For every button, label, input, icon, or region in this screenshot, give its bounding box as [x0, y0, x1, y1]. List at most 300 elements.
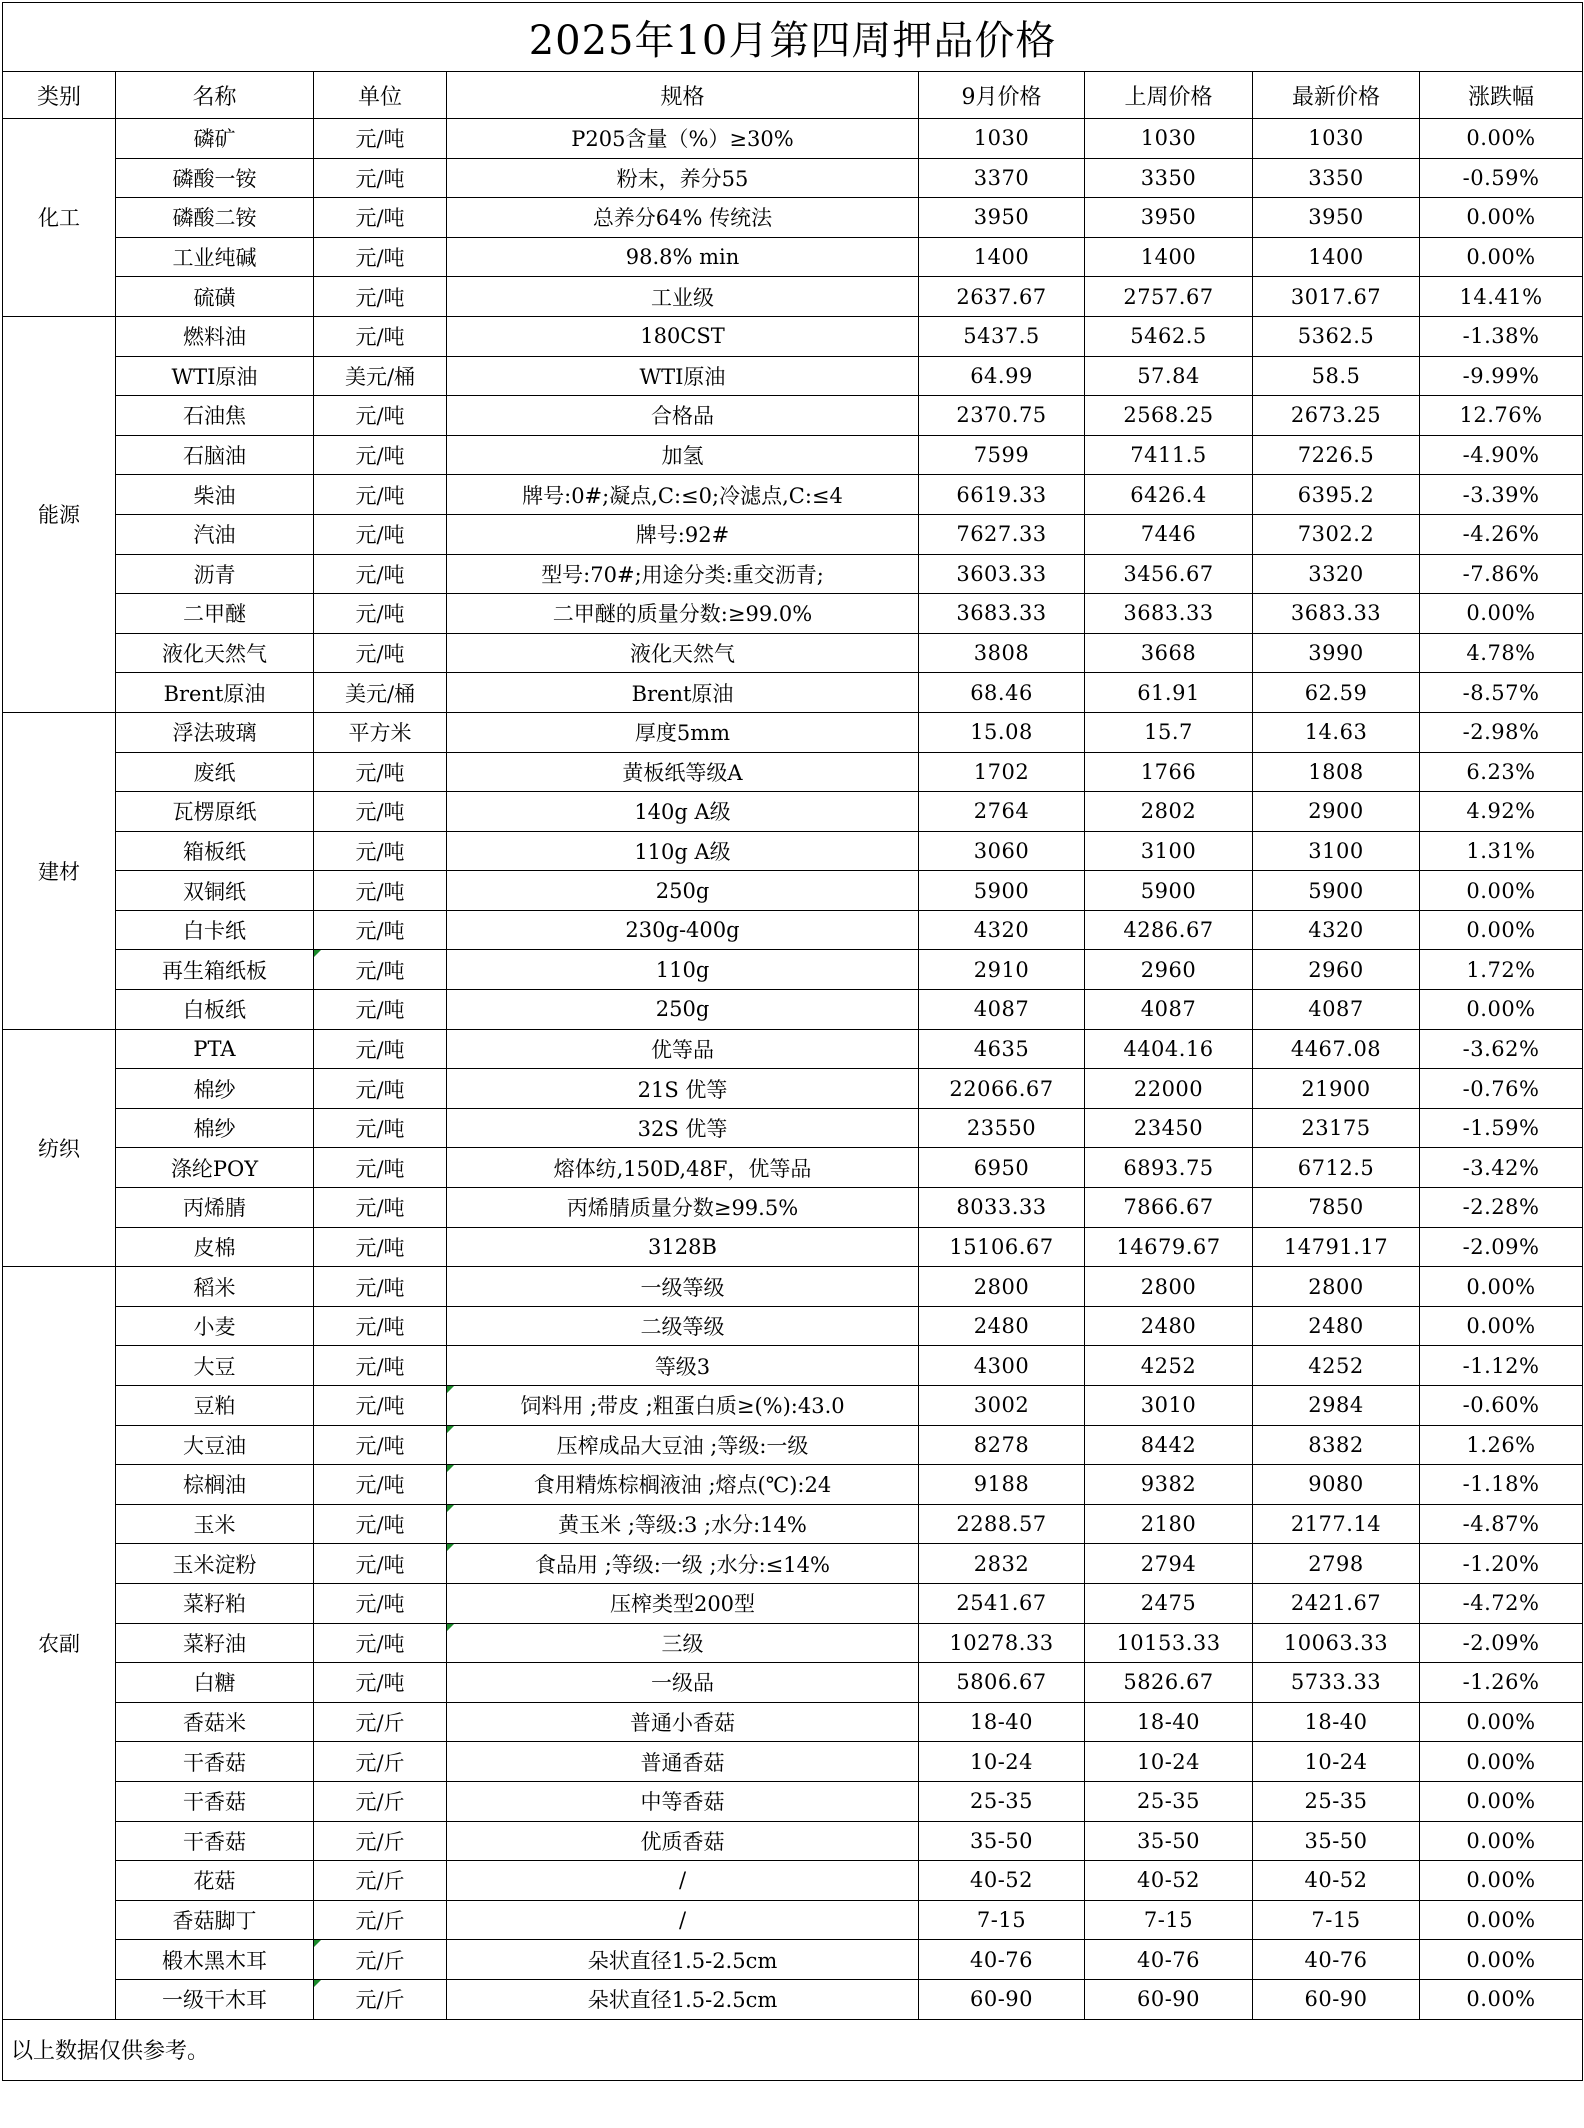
spec-cell — [447, 1742, 919, 1782]
last-week-price-text: 3683.33 — [1123, 601, 1214, 626]
unit-text: 元/吨 — [355, 1473, 405, 1498]
change-cell — [1420, 950, 1583, 990]
item-name-text: 豆粕 — [193, 1394, 236, 1419]
sep-price-text: 23550 — [966, 1116, 1037, 1141]
latest-price-cell — [1253, 1386, 1420, 1426]
latest-price-cell — [1253, 514, 1420, 554]
table-row — [3, 1188, 1583, 1228]
item-name-text: 大豆油 — [183, 1433, 246, 1458]
item-name-cell — [116, 1663, 314, 1703]
change-cell — [1420, 119, 1583, 159]
latest-price-text: 25-35 — [1304, 1789, 1368, 1814]
item-name-text: 香菇米 — [183, 1711, 246, 1736]
latest-price-cell — [1253, 475, 1420, 515]
latest-price-cell — [1253, 910, 1420, 950]
spec-text: 普通香菇 — [640, 1750, 725, 1775]
item-name-cell — [116, 1346, 314, 1386]
item-name-cell — [116, 1742, 314, 1782]
sep-price-text: 3060 — [973, 838, 1030, 863]
spec-cell — [447, 1663, 919, 1703]
change-text: -1.18% — [1462, 1472, 1540, 1497]
last-week-price-text: 5462.5 — [1130, 324, 1207, 349]
item-name-cell — [116, 554, 314, 594]
last-week-price-cell — [1085, 1702, 1253, 1742]
last-week-price-text: 7446 — [1140, 522, 1197, 547]
item-name-cell — [116, 1306, 314, 1346]
change-cell — [1420, 1742, 1583, 1782]
change-text: -1.20% — [1462, 1551, 1540, 1576]
item-name-text: 白糖 — [193, 1671, 236, 1696]
item-name-cell — [116, 1821, 314, 1861]
change-cell — [1420, 158, 1583, 198]
spec-cell — [447, 1386, 919, 1426]
spec-cell — [447, 1188, 919, 1228]
sep-price-text: 10278.33 — [949, 1630, 1054, 1655]
spec-text: 230g-400g — [625, 918, 740, 943]
unit-cell — [314, 1781, 447, 1821]
last-week-price-cell — [1085, 1583, 1253, 1623]
sep-price-text: 15106.67 — [949, 1234, 1054, 1259]
latest-price-cell — [1253, 1623, 1420, 1663]
item-name-text: 皮棉 — [193, 1235, 236, 1260]
change-text: 0.00% — [1466, 1828, 1536, 1853]
sep-price-cell — [919, 1386, 1085, 1426]
latest-price-cell — [1253, 1227, 1420, 1267]
change-cell — [1420, 1979, 1583, 2019]
unit-text: 元/吨 — [355, 444, 405, 469]
sep-price-text: 9188 — [973, 1472, 1030, 1497]
sep-price-cell — [919, 1465, 1085, 1505]
spec-cell — [447, 1465, 919, 1505]
last-week-price-text: 14679.67 — [1116, 1234, 1221, 1259]
spec-cell — [447, 910, 919, 950]
table-row — [3, 1861, 1583, 1901]
change-cell — [1420, 1346, 1583, 1386]
spec-cell — [447, 1267, 919, 1307]
item-name-text: 汽油 — [193, 523, 236, 548]
unit-text: 元/吨 — [355, 325, 405, 350]
last-week-price-text: 1766 — [1140, 759, 1197, 784]
item-name-text: 白卡纸 — [183, 919, 246, 944]
latest-price-cell — [1253, 1544, 1420, 1584]
latest-price-cell — [1253, 396, 1420, 436]
item-name-text: 花菇 — [193, 1869, 236, 1894]
item-name-cell — [116, 1465, 314, 1505]
item-name-text: 菜籽粕 — [183, 1592, 246, 1617]
spec-cell — [447, 435, 919, 475]
spec-cell — [447, 1108, 919, 1148]
change-cell — [1420, 1900, 1583, 1940]
unit-text: 元/吨 — [355, 760, 405, 785]
item-name-text: 瓦楞原纸 — [172, 800, 257, 825]
latest-price-text: 7226.5 — [1297, 443, 1375, 468]
unit-text: 元/吨 — [355, 1156, 405, 1181]
latest-price-text: 18-40 — [1304, 1710, 1368, 1735]
unit-text: 元/吨 — [355, 800, 405, 825]
change-text: -4.26% — [1462, 522, 1540, 547]
unit-text: 元/吨 — [355, 1592, 405, 1617]
change-text: 0.00% — [1466, 1987, 1536, 2012]
spec-cell — [447, 277, 919, 317]
change-cell — [1420, 712, 1583, 752]
unit-cell — [314, 198, 447, 238]
sep-price-cell — [919, 1029, 1085, 1069]
last-week-price-cell — [1085, 712, 1253, 752]
latest-price-cell — [1253, 871, 1420, 911]
change-text: 0.00% — [1466, 205, 1536, 230]
category-cell: 化工 — [3, 119, 116, 317]
unit-text: 元/吨 — [355, 1513, 405, 1538]
latest-price-text: 5362.5 — [1297, 324, 1375, 349]
last-week-price-text: 15.7 — [1144, 720, 1193, 745]
sep-price-text: 4087 — [973, 997, 1030, 1022]
price-sheet — [2, 2, 1582, 2081]
category-cell: 纺织 — [3, 1029, 116, 1267]
table-row — [3, 871, 1583, 911]
unit-text: 元/吨 — [355, 246, 405, 271]
latest-price-text: 2960 — [1308, 957, 1364, 982]
latest-price-cell — [1253, 1861, 1420, 1901]
sep-price-cell — [919, 1425, 1085, 1465]
unit-cell — [314, 1425, 447, 1465]
item-name-text: 棉纱 — [193, 1117, 236, 1142]
change-cell — [1420, 475, 1583, 515]
item-name-cell — [116, 633, 314, 673]
spec-text: 熔体纺,150D,48F，优等品 — [553, 1156, 812, 1181]
spec-text: 食品用 ;等级:一级 ;水分:≤14% — [535, 1552, 830, 1577]
item-name-text: 稻米 — [193, 1275, 236, 1300]
unit-text: 元/吨 — [355, 602, 405, 627]
unit-cell — [314, 119, 447, 159]
sep-price-cell — [919, 356, 1085, 396]
latest-price-cell — [1253, 277, 1420, 317]
sep-price-text: 22066.67 — [949, 1076, 1054, 1101]
sep-price-text: 7-15 — [976, 1908, 1027, 1933]
sep-price-cell — [919, 871, 1085, 911]
table-row — [3, 158, 1583, 198]
unit-text: 美元/桶 — [344, 681, 416, 706]
last-week-price-text: 3668 — [1140, 641, 1197, 666]
table-row — [3, 1227, 1583, 1267]
spec-text: 250g — [655, 878, 710, 903]
spec-text: 食用精炼棕榈液油 ;熔点(℃):24 — [533, 1473, 832, 1498]
unit-text: 元/斤 — [355, 1948, 405, 1973]
change-text: 0.00% — [1466, 1274, 1536, 1299]
sep-price-text: 2370.75 — [956, 403, 1047, 428]
table-row — [3, 1583, 1583, 1623]
sep-price-text: 10-24 — [969, 1749, 1034, 1774]
item-name-cell — [116, 1781, 314, 1821]
change-cell — [1420, 514, 1583, 554]
item-name-text: 双铜纸 — [183, 879, 246, 904]
item-name-text: 工业纯碱 — [172, 246, 257, 271]
change-cell — [1420, 1425, 1583, 1465]
latest-price-text: 2984 — [1308, 1393, 1364, 1418]
sep-price-text: 15.08 — [970, 720, 1033, 745]
last-week-price-cell — [1085, 1663, 1253, 1703]
category-cell: 农副 — [3, 1267, 116, 2019]
spec-text: WTI原油 — [639, 364, 726, 389]
latest-price-text: 7302.2 — [1297, 522, 1375, 547]
last-week-price-cell — [1085, 396, 1253, 436]
change-cell — [1420, 594, 1583, 634]
unit-cell — [314, 1465, 447, 1505]
spec-cell — [447, 119, 919, 159]
spec-cell — [447, 990, 919, 1030]
latest-price-cell — [1253, 1940, 1420, 1980]
table-row — [3, 237, 1583, 277]
item-name-text: 椴木黑木耳 — [162, 1948, 267, 1973]
last-week-price-cell — [1085, 1623, 1253, 1663]
last-week-price-cell — [1085, 316, 1253, 356]
last-week-price-text: 2757.67 — [1123, 284, 1214, 309]
sep-price-text: 64.99 — [970, 363, 1033, 388]
spec-text: 粉末，养分55 — [616, 166, 749, 191]
change-text: 0.00% — [1466, 1314, 1536, 1339]
unit-cell — [314, 752, 447, 792]
spec-cell — [447, 1425, 919, 1465]
sep-price-text: 40-76 — [969, 1947, 1034, 1972]
change-text: 4.78% — [1466, 641, 1536, 666]
item-name-text: 石脑油 — [183, 444, 246, 469]
sep-price-cell — [919, 950, 1085, 990]
spec-text: 朵状直径1.5-2.5cm — [587, 1948, 778, 1973]
last-week-price-cell — [1085, 1267, 1253, 1307]
spec-text: / — [678, 1868, 687, 1893]
spec-cell — [447, 1544, 919, 1584]
item-name-cell — [116, 475, 314, 515]
item-name-cell — [116, 1267, 314, 1307]
last-week-price-text: 2180 — [1140, 1512, 1197, 1537]
change-text: 0.00% — [1466, 1749, 1536, 1774]
spec-cell — [447, 554, 919, 594]
cell-comment-marker-icon — [447, 1624, 454, 1631]
change-cell — [1420, 316, 1583, 356]
latest-price-text: 6712.5 — [1297, 1155, 1375, 1180]
cell-comment-marker-icon — [447, 1465, 454, 1472]
change-text: 1.26% — [1466, 1432, 1536, 1457]
sep-price-cell — [919, 673, 1085, 713]
sep-price-text: 2910 — [973, 957, 1030, 982]
item-name-text: 丙烯腈 — [183, 1196, 246, 1221]
change-text: -0.60% — [1462, 1393, 1540, 1418]
last-week-price-text: 22000 — [1133, 1076, 1204, 1101]
unit-text: 元/吨 — [355, 127, 405, 152]
sep-price-text: 4300 — [973, 1353, 1030, 1378]
latest-price-cell — [1253, 316, 1420, 356]
spec-text: 加氢 — [661, 444, 704, 469]
last-week-price-text: 7866.67 — [1123, 1195, 1214, 1220]
item-name-cell — [116, 435, 314, 475]
item-name-cell — [116, 1148, 314, 1188]
last-week-price-cell — [1085, 1465, 1253, 1505]
sep-price-text: 2800 — [973, 1274, 1030, 1299]
spec-text: 总养分64% 传统法 — [592, 206, 773, 231]
last-week-price-text: 40-76 — [1136, 1947, 1201, 1972]
table-row — [3, 1821, 1583, 1861]
table-row — [3, 1029, 1583, 1069]
change-cell — [1420, 910, 1583, 950]
sep-price-text: 25-35 — [969, 1789, 1034, 1814]
sep-price-text: 8278 — [973, 1432, 1030, 1457]
spec-text: 二甲醚的质量分数:≥99.0% — [552, 602, 813, 627]
latest-price-text: 6395.2 — [1297, 482, 1375, 507]
unit-cell — [314, 1742, 447, 1782]
sep-price-cell — [919, 831, 1085, 871]
unit-cell — [314, 1386, 447, 1426]
item-name-text: 棕榈油 — [183, 1473, 246, 1498]
unit-cell — [314, 950, 447, 990]
category-cell: 能源 — [3, 316, 116, 712]
change-text: -7.86% — [1462, 561, 1540, 586]
spec-cell — [447, 1504, 919, 1544]
spec-text: 压榨类型200型 — [609, 1592, 756, 1617]
last-week-price-text: 2568.25 — [1123, 403, 1214, 428]
unit-text: 元/斤 — [355, 1750, 405, 1775]
change-cell — [1420, 1663, 1583, 1703]
change-text: -0.76% — [1462, 1076, 1540, 1101]
last-week-price-text: 3010 — [1140, 1393, 1197, 1418]
item-name-cell — [116, 1108, 314, 1148]
latest-price-text: 2673.25 — [1290, 403, 1382, 428]
table-row — [3, 356, 1583, 396]
table-row — [3, 277, 1583, 317]
spec-cell — [447, 356, 919, 396]
last-week-price-text: 2800 — [1140, 1274, 1197, 1299]
item-name-text: 干香菇 — [183, 1829, 246, 1854]
last-week-price-text: 6893.75 — [1123, 1155, 1214, 1180]
unit-text: 元/吨 — [355, 285, 405, 310]
item-name-text: 磷酸一铵 — [172, 166, 257, 191]
last-week-price-text: 40-52 — [1136, 1868, 1201, 1893]
sep-price-cell — [919, 1346, 1085, 1386]
last-week-price-cell — [1085, 277, 1253, 317]
item-name-cell — [116, 1702, 314, 1742]
latest-price-cell — [1253, 1702, 1420, 1742]
latest-price-text: 35-50 — [1304, 1828, 1368, 1853]
table-row — [3, 712, 1583, 752]
table-row — [3, 1306, 1583, 1346]
spec-cell — [447, 1227, 919, 1267]
last-week-price-text: 7-15 — [1143, 1908, 1194, 1933]
unit-text: 元/吨 — [355, 483, 405, 508]
latest-price-cell — [1253, 237, 1420, 277]
unit-cell — [314, 237, 447, 277]
table-row — [3, 594, 1583, 634]
sep-price-cell — [919, 1979, 1085, 2019]
change-text: 0.00% — [1466, 1710, 1536, 1735]
latest-price-text: 60-90 — [1304, 1987, 1368, 2012]
page-title: 2025年10月第四周押品价格 — [3, 3, 1583, 72]
item-name-text: 废纸 — [193, 760, 236, 785]
sep-price-cell — [919, 198, 1085, 238]
sep-price-cell — [919, 910, 1085, 950]
last-week-price-cell — [1085, 1188, 1253, 1228]
change-cell — [1420, 831, 1583, 871]
cell-comment-marker-icon — [447, 1426, 454, 1433]
change-text: -2.28% — [1462, 1195, 1540, 1220]
sep-price-text: 2637.67 — [956, 284, 1047, 309]
spec-cell — [447, 1781, 919, 1821]
change-text: -1.38% — [1462, 324, 1540, 349]
change-text: 0.00% — [1466, 1947, 1536, 1972]
spec-cell — [447, 1029, 919, 1069]
spec-text: 饲料用 ;带皮 ;粗蛋白质≥(%):43.0 — [520, 1394, 845, 1419]
sep-price-cell — [919, 1267, 1085, 1307]
unit-text: 元/吨 — [355, 1235, 405, 1260]
spec-cell — [447, 1583, 919, 1623]
unit-cell — [314, 435, 447, 475]
change-text: 0.00% — [1466, 918, 1536, 943]
change-text: -4.72% — [1462, 1591, 1540, 1616]
last-week-price-cell — [1085, 1346, 1253, 1386]
sep-price-cell — [919, 1821, 1085, 1861]
item-name-text: 再生箱纸板 — [162, 958, 267, 983]
sep-price-cell — [919, 554, 1085, 594]
change-text: -1.59% — [1462, 1116, 1540, 1141]
unit-cell — [314, 1069, 447, 1109]
latest-price-cell — [1253, 792, 1420, 832]
item-name-text: 箱板纸 — [183, 839, 246, 864]
latest-price-text: 7850 — [1308, 1195, 1364, 1220]
spec-cell — [447, 673, 919, 713]
unit-cell — [314, 1900, 447, 1940]
latest-price-text: 3350 — [1308, 165, 1364, 190]
last-week-price-text: 3950 — [1140, 205, 1197, 230]
unit-text: 元/吨 — [355, 1552, 405, 1577]
unit-text: 元/吨 — [355, 166, 405, 191]
spec-cell — [447, 950, 919, 990]
sep-price-text: 6619.33 — [956, 482, 1047, 507]
sep-price-cell — [919, 1108, 1085, 1148]
last-week-price-cell — [1085, 1900, 1253, 1940]
change-cell — [1420, 237, 1583, 277]
latest-price-cell — [1253, 198, 1420, 238]
spec-cell — [447, 1861, 919, 1901]
sep-price-cell — [919, 1306, 1085, 1346]
item-name-cell — [116, 792, 314, 832]
item-name-cell — [116, 950, 314, 990]
last-week-price-text: 60-90 — [1136, 1987, 1201, 2012]
table-row — [3, 1425, 1583, 1465]
change-text: -4.90% — [1462, 443, 1540, 468]
latest-price-cell — [1253, 1188, 1420, 1228]
table-row — [3, 792, 1583, 832]
unit-cell — [314, 792, 447, 832]
latest-price-cell — [1253, 554, 1420, 594]
unit-cell — [314, 1663, 447, 1703]
table-row — [3, 1386, 1583, 1426]
item-name-text: WTI原油 — [171, 364, 258, 389]
table-row — [3, 554, 1583, 594]
latest-price-cell — [1253, 633, 1420, 673]
last-week-price-cell — [1085, 910, 1253, 950]
change-text: -8.57% — [1462, 680, 1540, 705]
last-week-price-text: 2794 — [1140, 1551, 1197, 1576]
table-row — [3, 1346, 1583, 1386]
sep-price-cell — [919, 277, 1085, 317]
last-week-price-text: 4087 — [1140, 997, 1197, 1022]
change-cell — [1420, 1861, 1583, 1901]
sep-price-text: 60-90 — [969, 1987, 1034, 2012]
latest-price-cell — [1253, 356, 1420, 396]
spec-cell — [447, 198, 919, 238]
unit-text: 元/吨 — [355, 523, 405, 548]
table-row — [3, 1465, 1583, 1505]
table-row — [3, 831, 1583, 871]
item-name-text: Brent原油 — [163, 681, 266, 706]
change-text: 0.00% — [1466, 1868, 1536, 1893]
